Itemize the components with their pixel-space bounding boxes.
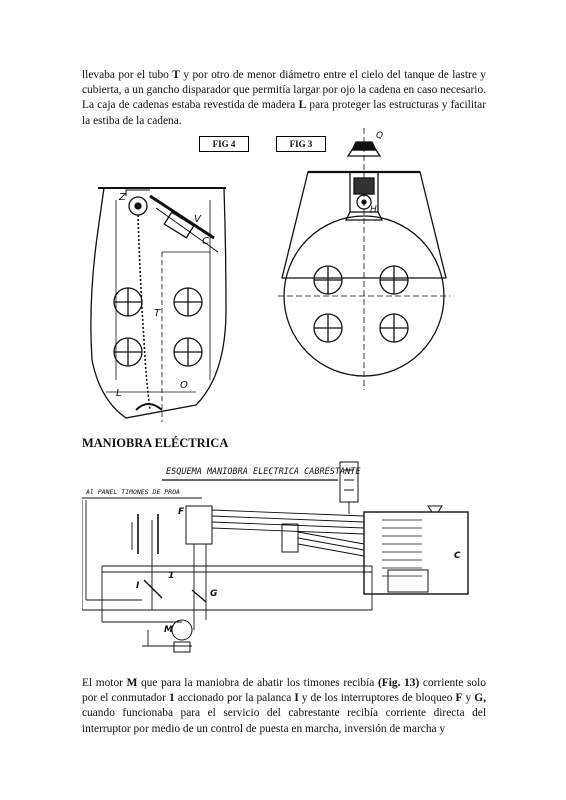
schematic-title: ESQUEMA MANIOBRA ELECTRICA CABRESTANTE [166, 467, 361, 477]
text-segment: F [455, 692, 463, 705]
schematic-letter-m: M [164, 625, 173, 635]
fig3-letter-q: Q [376, 131, 384, 141]
text-segment: llevaba por el tubo [82, 69, 173, 81]
text-segment: M [126, 677, 138, 689]
fig3-label: FIG 3 [276, 136, 326, 152]
text-segment: y [462, 692, 475, 705]
fig3-letter-h: H [370, 205, 377, 215]
schematic-letter-1: 1 [168, 571, 175, 581]
text-segment: que para la maniobra de abatir los timones recibía [137, 677, 378, 689]
paragraph-top [82, 68, 486, 129]
fig4-drawing [86, 160, 246, 422]
text-segment: L [298, 99, 307, 112]
text-segment: y por otro de menor diámetro entre el cielo del tanque de lastre y cubierta, a un gancho disparador que permitía largar por ojo la cadena en caso necesario. La caja de cadenas estaba revestida de madera [82, 69, 486, 112]
fig4-letter-c: C [202, 236, 209, 247]
fig3-drawing [268, 128, 458, 428]
fig4-letter-o: O [180, 380, 188, 391]
text-segment: El motor [82, 677, 127, 689]
fig4-letter-t: T [154, 308, 161, 319]
schematic-panel-label: Al PANEL TIMONES DE PROA [86, 488, 180, 496]
paragraph-bottom [82, 676, 486, 737]
fig4-letter-v: V [194, 214, 201, 225]
text-segment: cuando funcionaba para el servicio del cabrestante recibía corriente directa del interruptor por medio de un control de puesta en marcha, inversión de marcha y [82, 707, 486, 735]
schematic-letter-i: I [136, 581, 140, 591]
schematic-letter-g: G [210, 589, 218, 599]
schematic-letter-f: F [178, 507, 185, 517]
text-segment: G, [474, 692, 487, 705]
fig4-letter-z: Z [119, 192, 126, 203]
fig4-letter-l: L [116, 388, 122, 399]
text-segment: 1 [168, 692, 175, 705]
text-segment: y de los interruptores de bloqueo [298, 692, 456, 705]
fig4-label: FIG 4 [199, 136, 249, 152]
text-segment: corriente solo por el conmutador [82, 677, 486, 705]
text-segment: para proteger las estructuras y facilitar la estiba de la cadena. [82, 99, 487, 127]
section-heading: MANIOBRA ELÉCTRICA [82, 436, 229, 450]
text-segment: accionado por la palanca [174, 692, 295, 705]
text-segment: I [294, 692, 299, 705]
text-segment: T [172, 69, 180, 81]
electrical-schematic [82, 450, 486, 662]
schematic-letter-c: C [454, 551, 461, 561]
text-segment: (Fig. 13) [377, 677, 420, 689]
